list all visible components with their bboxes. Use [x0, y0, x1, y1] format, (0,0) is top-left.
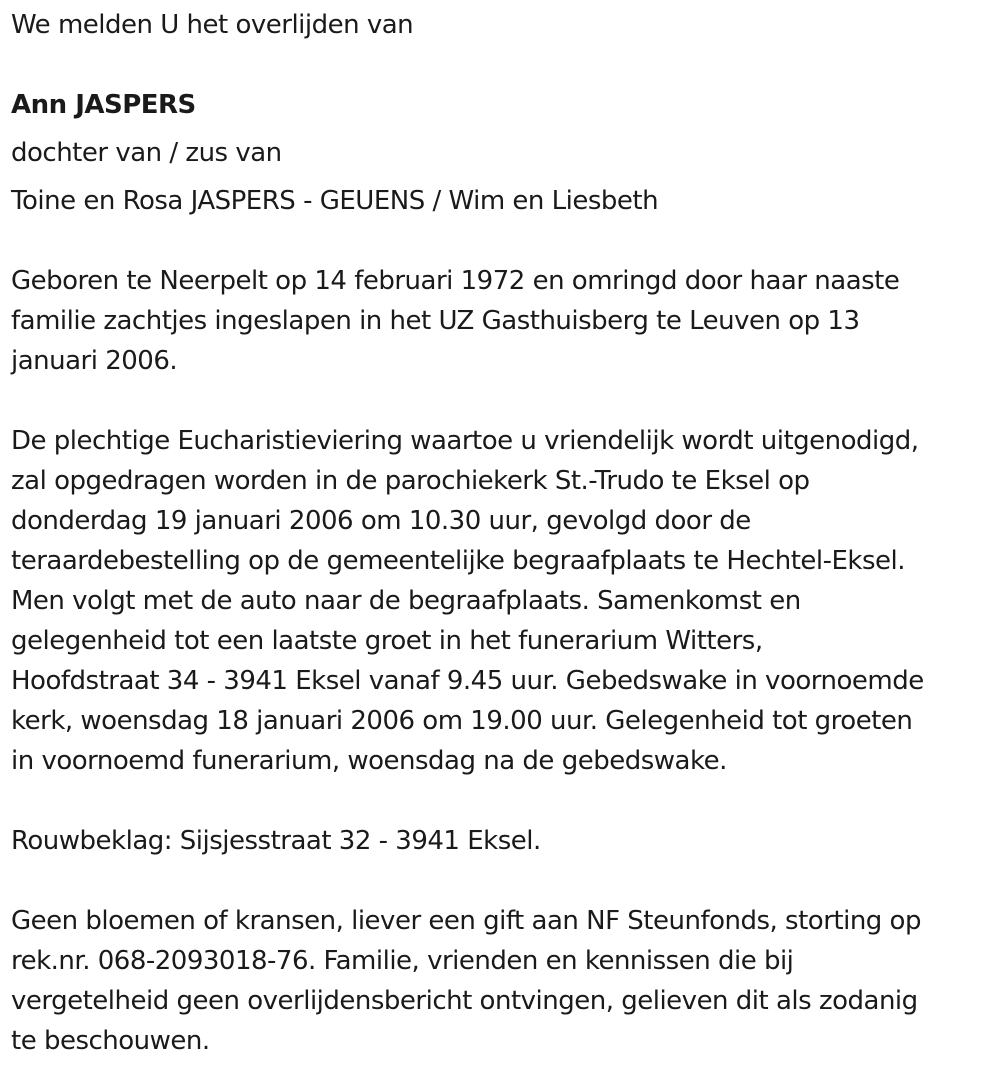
paragraph-line: kerk, woensdag 18 januari 2006 om 19.00 uur. Gelegenheid tot groeten [11, 706, 913, 736]
paragraph-line: Geboren te Neerpelt op 14 februari 1972 en omringd door haar naaste [11, 266, 900, 296]
paragraph-line: te beschouwen. [11, 1026, 210, 1056]
paragraph-line: in voornoemd funerarium, woensdag na de gebedswake. [11, 746, 727, 776]
paragraph-line: familie zachtjes ingeslapen in het UZ Gasthuisberg te Leuven op 13 [11, 306, 860, 336]
deceased-name: Ann JASPERS [11, 90, 196, 120]
intro-text: We melden U het overlijden van [11, 10, 414, 40]
paragraph-line: januari 2006. [11, 346, 178, 376]
paragraph-line: teraardebestelling op de gemeentelijke begraafplaats te Hechtel-Eksel. [11, 546, 906, 576]
paragraph-line: Rouwbeklag: Sijsjesstraat 32 - 3941 Eksel. [11, 826, 541, 856]
paragraph-line: Men volgt met de auto naar de begraafplaats. Samenkomst en [11, 586, 801, 616]
gifts-paragraph [11, 901, 921, 1061]
paragraph-line: Geen bloemen of kransen, liever een gift aan NF Steunfonds, storting op [11, 906, 921, 936]
paragraph-line: donderdag 19 januari 2006 om 10.30 uur, gevolgd door de [11, 506, 751, 536]
birth-paragraph [11, 261, 899, 381]
paragraph-line: zal opgedragen worden in de parochiekerk St.-Trudo te Eksel op [11, 466, 810, 496]
paragraph-line: gelegenheid tot een laatste groet in het funerarium Witters, [11, 626, 763, 656]
paragraph-line: vergetelheid geen overlijdensbericht ontvingen, gelieven dit als zodanig [11, 986, 918, 1016]
service-paragraph [11, 421, 924, 781]
relation-text: dochter van / zus van [11, 138, 282, 168]
mourning-paragraph [11, 821, 541, 861]
paragraph-line: De plechtige Eucharistieviering waartoe u vriendelijk wordt uitgenodigd, [11, 426, 919, 456]
paragraph-line: rek.nr. 068-2093018-76. Familie, vrienden en kennissen die bij [11, 946, 794, 976]
paragraph-line: Hoofdstraat 34 - 3941 Eksel vanaf 9.45 uur. Gebedswake in voornoemde [11, 666, 924, 696]
parents-text: Toine en Rosa JASPERS - GEUENS / Wim en Liesbeth [11, 186, 659, 216]
